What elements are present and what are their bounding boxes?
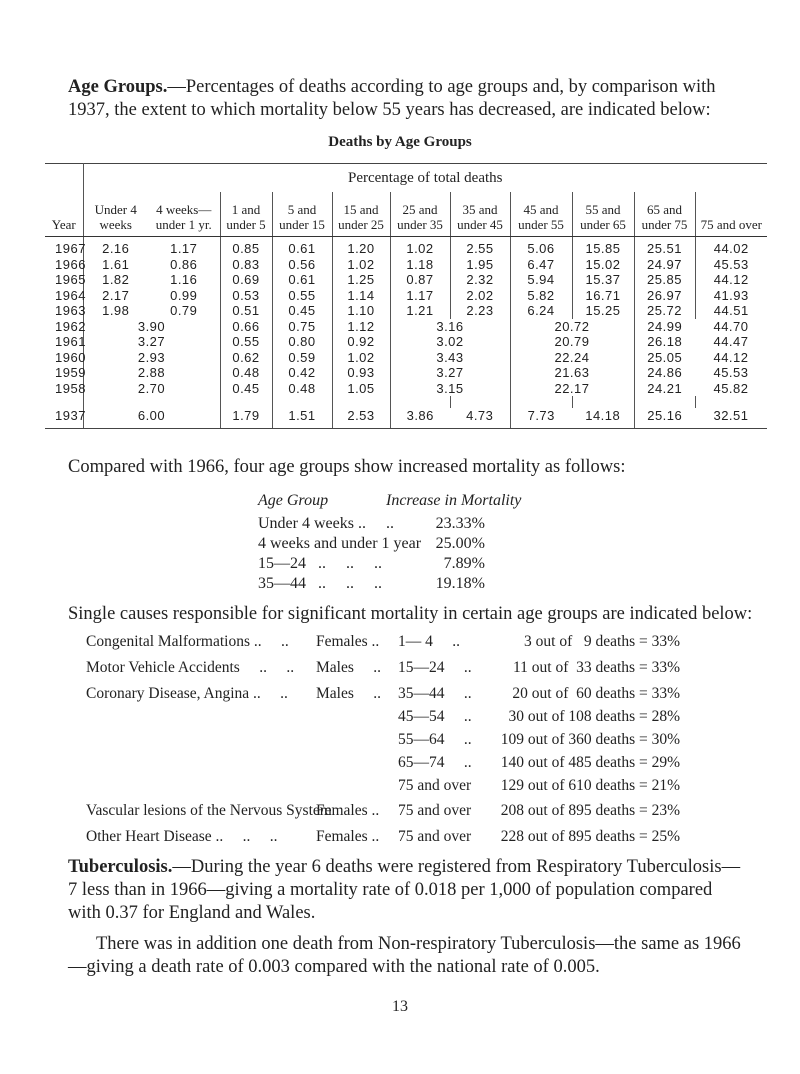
table-cell: 25.72: [634, 303, 695, 319]
table-cell: 1.02: [332, 350, 390, 366]
column-header: 1 and under 5: [220, 192, 272, 237]
table-cell: 1.18: [390, 257, 450, 273]
table-cell: 0.79: [170, 303, 198, 318]
spacer-cell: [332, 396, 390, 408]
column-header: 25 and under 35: [390, 192, 450, 237]
table-cell: 20.79: [510, 334, 634, 350]
table-cell: 2.02: [450, 288, 510, 304]
spacer-cell: [390, 396, 450, 408]
table-cell: 0.48: [272, 381, 332, 397]
table-cell: 0.75: [272, 319, 332, 335]
table-cell: 0.48: [220, 365, 272, 381]
table-cell: 2.55: [450, 237, 510, 257]
death-ratio: 208 out of 895 deaths = 23%: [500, 802, 680, 819]
table-cell: 2.17: [102, 287, 130, 303]
span-header: Percentage of total deaths: [83, 164, 767, 193]
table-cell: 1.21: [390, 303, 450, 319]
table-cell: 1966: [45, 257, 83, 273]
death-ratio: 129 out of 610 deaths = 21%: [500, 777, 680, 794]
table-cell: 0.42: [272, 365, 332, 381]
table-row: [45, 303, 767, 319]
table-cell: 7.73: [510, 408, 572, 428]
column-header: 75 and over: [695, 192, 767, 237]
table-cell: 45.53: [695, 257, 767, 273]
column-header: Under 4 weeks: [83, 192, 148, 237]
tb-text-1: —During the year 6 deaths were registered from Respiratory Tuberculosis—7 less than in 1966—giving a mortality rate of 0.018 per 1,000 of population compared with 0.37 for England and Wales.: [68, 857, 741, 923]
table-cell: 1.95: [450, 257, 510, 273]
tb-paragraph-2: There was in addition one death from Non-respiratory Tuberculosis—the same as 1966—giving a death rate of 0.003 compared with the national rate of 0.005.: [68, 934, 741, 977]
table-cell: 1.25: [332, 272, 390, 288]
table-cell: 3.43: [390, 350, 510, 366]
increase-value: 25.00%: [435, 535, 485, 552]
increase-value: 19.18%: [435, 575, 485, 592]
table-row: [45, 257, 767, 273]
tb-heading: Tuberculosis.: [68, 857, 173, 877]
table-cell: 0.45: [272, 303, 332, 319]
table-cell: 1.05: [332, 381, 390, 397]
table-cell: 1959: [45, 365, 83, 381]
table-cell: 3.15: [390, 381, 510, 397]
table-cell: 44.02: [695, 237, 767, 257]
age-range: 75 and over: [398, 802, 472, 819]
column-header: 35 and under 45: [450, 192, 510, 237]
column-header: 4 weeks— under 1 yr.: [148, 192, 220, 237]
sex-label: Males ..: [316, 659, 382, 676]
tb-paragraph-1: [68, 856, 746, 925]
table-cell: 5.94: [510, 272, 572, 288]
table-cell: 2.16: [102, 241, 130, 256]
table-cell: 0.51: [220, 303, 272, 319]
table-cell: 5.82: [510, 288, 572, 304]
table-cell: 3.02: [390, 334, 510, 350]
table-cell: 0.99: [170, 287, 198, 303]
age-range: 45—54 ..: [398, 708, 472, 725]
age-group-label: 35—44 .. .. ..: [258, 575, 382, 592]
table-cell: 15.25: [572, 303, 634, 319]
table-cell: 1963: [45, 303, 83, 319]
death-ratio: 20 out of 60 deaths = 33%: [512, 685, 680, 702]
table-cell: 3.90: [137, 318, 166, 334]
age-group-label: Under 4 weeks .. ..: [258, 515, 394, 532]
death-ratio: 140 out of 485 deaths = 29%: [500, 754, 680, 771]
table-row: [45, 272, 767, 288]
table-cell: 20.72: [510, 319, 634, 335]
table-cell: 32.51: [695, 408, 767, 428]
table-cell: 1965: [45, 272, 83, 288]
age-range: 75 and over: [398, 828, 472, 845]
death-ratio: 11 out of 33 deaths = 33%: [512, 659, 680, 676]
table-cell: 1.17: [170, 241, 198, 256]
death-ratio: 30 out of 108 deaths = 28%: [508, 708, 680, 725]
table-cell: 3.27: [137, 334, 166, 349]
spacer-row: [45, 396, 767, 408]
table-cell: 1.98: [102, 303, 130, 318]
column-header: 5 and under 15: [272, 192, 332, 237]
table-cell: 0.55: [220, 334, 272, 350]
table-cell: 6.47: [510, 257, 572, 273]
table-cell: 0.62: [220, 350, 272, 366]
table-cell: 25.05: [634, 350, 695, 366]
table-cell: 45.82: [713, 380, 749, 396]
table-cell: 1.61: [102, 256, 130, 272]
table-cell: 1.02: [390, 237, 450, 257]
cause-label: Coronary Disease, Angina .. ..: [86, 685, 288, 702]
spacer-cell: [510, 396, 572, 408]
age-group-header: Age Group: [258, 492, 329, 509]
table-cell: 16.71: [572, 288, 634, 304]
table-cell: 26.97: [634, 288, 695, 304]
table-cell: 25.16: [634, 408, 695, 428]
table-cell: 21.63: [510, 365, 634, 381]
death-ratio: 109 out of 360 deaths = 30%: [500, 731, 680, 748]
table-cell: 15.85: [572, 237, 634, 257]
table-cell: 26.18: [634, 334, 695, 350]
sex-label: Males ..: [316, 685, 382, 702]
year-header: Year: [45, 192, 83, 237]
table-cell: 0.85: [220, 237, 272, 257]
table-cell: 1.51: [272, 408, 332, 428]
table-cell: 1962: [45, 319, 83, 335]
table-cell: 0.55: [272, 288, 332, 304]
table-row: [45, 365, 767, 381]
table-cell: 1.12: [332, 319, 390, 335]
table-cell: 2.23: [450, 303, 510, 319]
increase-value: 23.33%: [435, 515, 485, 532]
increase-value: 7.89%: [443, 555, 485, 572]
table-cell: 0.45: [220, 381, 272, 397]
spacer-cell: [45, 396, 83, 408]
table-cell: 1958: [45, 381, 83, 397]
spacer-cell: [450, 396, 510, 408]
table-cell: 0.56: [272, 257, 332, 273]
table-cell: 0.87: [390, 272, 450, 288]
spacer-cell: [272, 396, 332, 408]
table-cell: 2.32: [450, 272, 510, 288]
table-title: Deaths by Age Groups: [328, 134, 472, 150]
table-cell: 24.97: [634, 257, 695, 273]
table-cell: 6.00: [83, 408, 220, 428]
sex-label: Females ..: [316, 633, 380, 650]
table-row: [45, 350, 767, 366]
table-cell: 2.88: [137, 365, 166, 380]
table-cell: 25.51: [634, 237, 695, 257]
table-cell: 1.82: [102, 272, 130, 287]
table-cell: 0.61: [272, 272, 332, 288]
table-cell: 4.73: [450, 408, 510, 428]
table-cell: 5.06: [510, 237, 572, 257]
table-cell: 0.59: [272, 350, 332, 366]
table-cell: 0.92: [332, 334, 390, 350]
spacer-cell: [634, 396, 695, 408]
column-header: 65 and under 75: [634, 192, 695, 237]
spacer-cell: [83, 396, 148, 408]
table-cell: 24.86: [634, 365, 695, 381]
table-cell: 14.18: [572, 408, 634, 428]
column-header: 15 and under 25: [332, 192, 390, 237]
death-ratio: 3 out of 9 deaths = 33%: [524, 633, 680, 650]
table-cell: 0.69: [220, 272, 272, 288]
table-cell: 0.83: [220, 257, 272, 273]
table-cell: 1.14: [332, 288, 390, 304]
table-cell: 3.16: [390, 319, 510, 335]
table-cell: 44.47: [713, 334, 749, 349]
death-ratio: 228 out of 895 deaths = 25%: [500, 828, 680, 845]
table-row: [45, 319, 767, 335]
table-cell: 44.12: [695, 272, 767, 288]
table-cell: 44.70: [713, 318, 749, 334]
intro-paragraph: [68, 76, 740, 122]
table-cell: 1960: [45, 350, 83, 366]
table-cell: 25.85: [634, 272, 695, 288]
table-row: [45, 237, 767, 257]
table-cell: 24.21: [634, 381, 695, 397]
table-row: [45, 334, 767, 350]
cause-label: Other Heart Disease .. .. ..: [86, 828, 278, 845]
cause-label: Motor Vehicle Accidents .. ..: [86, 659, 295, 676]
spacer-cell: [695, 396, 767, 408]
single-text: Single causes responsible for significant mortality in certain age groups are indicated below:: [68, 604, 753, 624]
spacer-cell: [572, 396, 634, 408]
deaths-by-age-table: [45, 163, 767, 429]
spacer-cell: [220, 396, 272, 408]
table-cell: 1967: [45, 237, 83, 257]
table-cell: 15.02: [572, 257, 634, 273]
table-cell: 0.86: [170, 256, 198, 272]
intro-heading: Age Groups.: [68, 77, 168, 97]
cause-label: Congenital Malformations .. ..: [86, 633, 289, 650]
column-header: 55 and under 65: [572, 192, 634, 237]
age-group-label: 4 weeks and under 1 year: [258, 535, 422, 552]
table-cell: 22.17: [510, 381, 634, 397]
table-cell: 24.99: [634, 319, 695, 335]
age-range: 65—74 ..: [398, 754, 472, 771]
table-cell: 41.93: [695, 288, 767, 304]
table-cell: 0.80: [272, 334, 332, 350]
table-cell: 0.61: [272, 237, 332, 257]
age-range: 15—24 ..: [398, 659, 472, 676]
cause-label: Vascular lesions of the Nervous System: [86, 802, 332, 819]
table-cell: 44.51: [695, 303, 767, 319]
table-cell: 22.24: [510, 350, 634, 366]
column-header: 45 and under 55: [510, 192, 572, 237]
increase-header: Increase in Mortality: [386, 492, 522, 509]
table-cell: 1.79: [220, 408, 272, 428]
table-cell: 1961: [45, 334, 83, 350]
table-cell: 1937: [45, 408, 83, 428]
age-range: 35—44 ..: [398, 685, 472, 702]
table-cell: 1964: [45, 288, 83, 304]
age-range: 75 and over: [398, 777, 472, 794]
table-cell: 1.16: [170, 272, 198, 287]
table-cell: 0.53: [220, 288, 272, 304]
table-cell: 2.93: [137, 349, 166, 365]
table-cell: 1.17: [390, 288, 450, 304]
page-number: 13: [392, 998, 408, 1015]
table-row: [45, 288, 767, 304]
table-cell: 45.53: [713, 365, 749, 380]
table-row: [45, 408, 767, 428]
compared-text: Compared with 1966, four age groups show increased mortality as follows:: [68, 457, 626, 477]
table-cell: 0.93: [332, 365, 390, 381]
sex-label: Females ..: [316, 828, 380, 845]
age-range: 1— 4 ..: [398, 633, 460, 650]
age-group-label: 15—24 .. .. ..: [258, 555, 382, 572]
table-cell: 0.66: [220, 319, 272, 335]
table-cell: 3.86: [390, 408, 450, 428]
table-cell: 1.10: [332, 303, 390, 319]
table-cell: 1.02: [332, 257, 390, 273]
table-cell: 44.12: [713, 349, 749, 365]
table-cell: 3.27: [390, 365, 510, 381]
age-range: 55—64 ..: [398, 731, 472, 748]
table-cell: 15.37: [572, 272, 634, 288]
table-row: [45, 381, 767, 397]
table-cell: 6.24: [510, 303, 572, 319]
table-cell: 2.70: [137, 380, 166, 396]
table-cell: 2.53: [332, 408, 390, 428]
intro-text: —Percentages of deaths according to age groups and, by comparison with 1937, the extent to which mortality below 55 years has decreased, are indicated below:: [68, 77, 716, 120]
spacer-cell: [148, 396, 220, 408]
table-cell: 1.20: [332, 237, 390, 257]
sex-label: Females ..: [316, 802, 380, 819]
